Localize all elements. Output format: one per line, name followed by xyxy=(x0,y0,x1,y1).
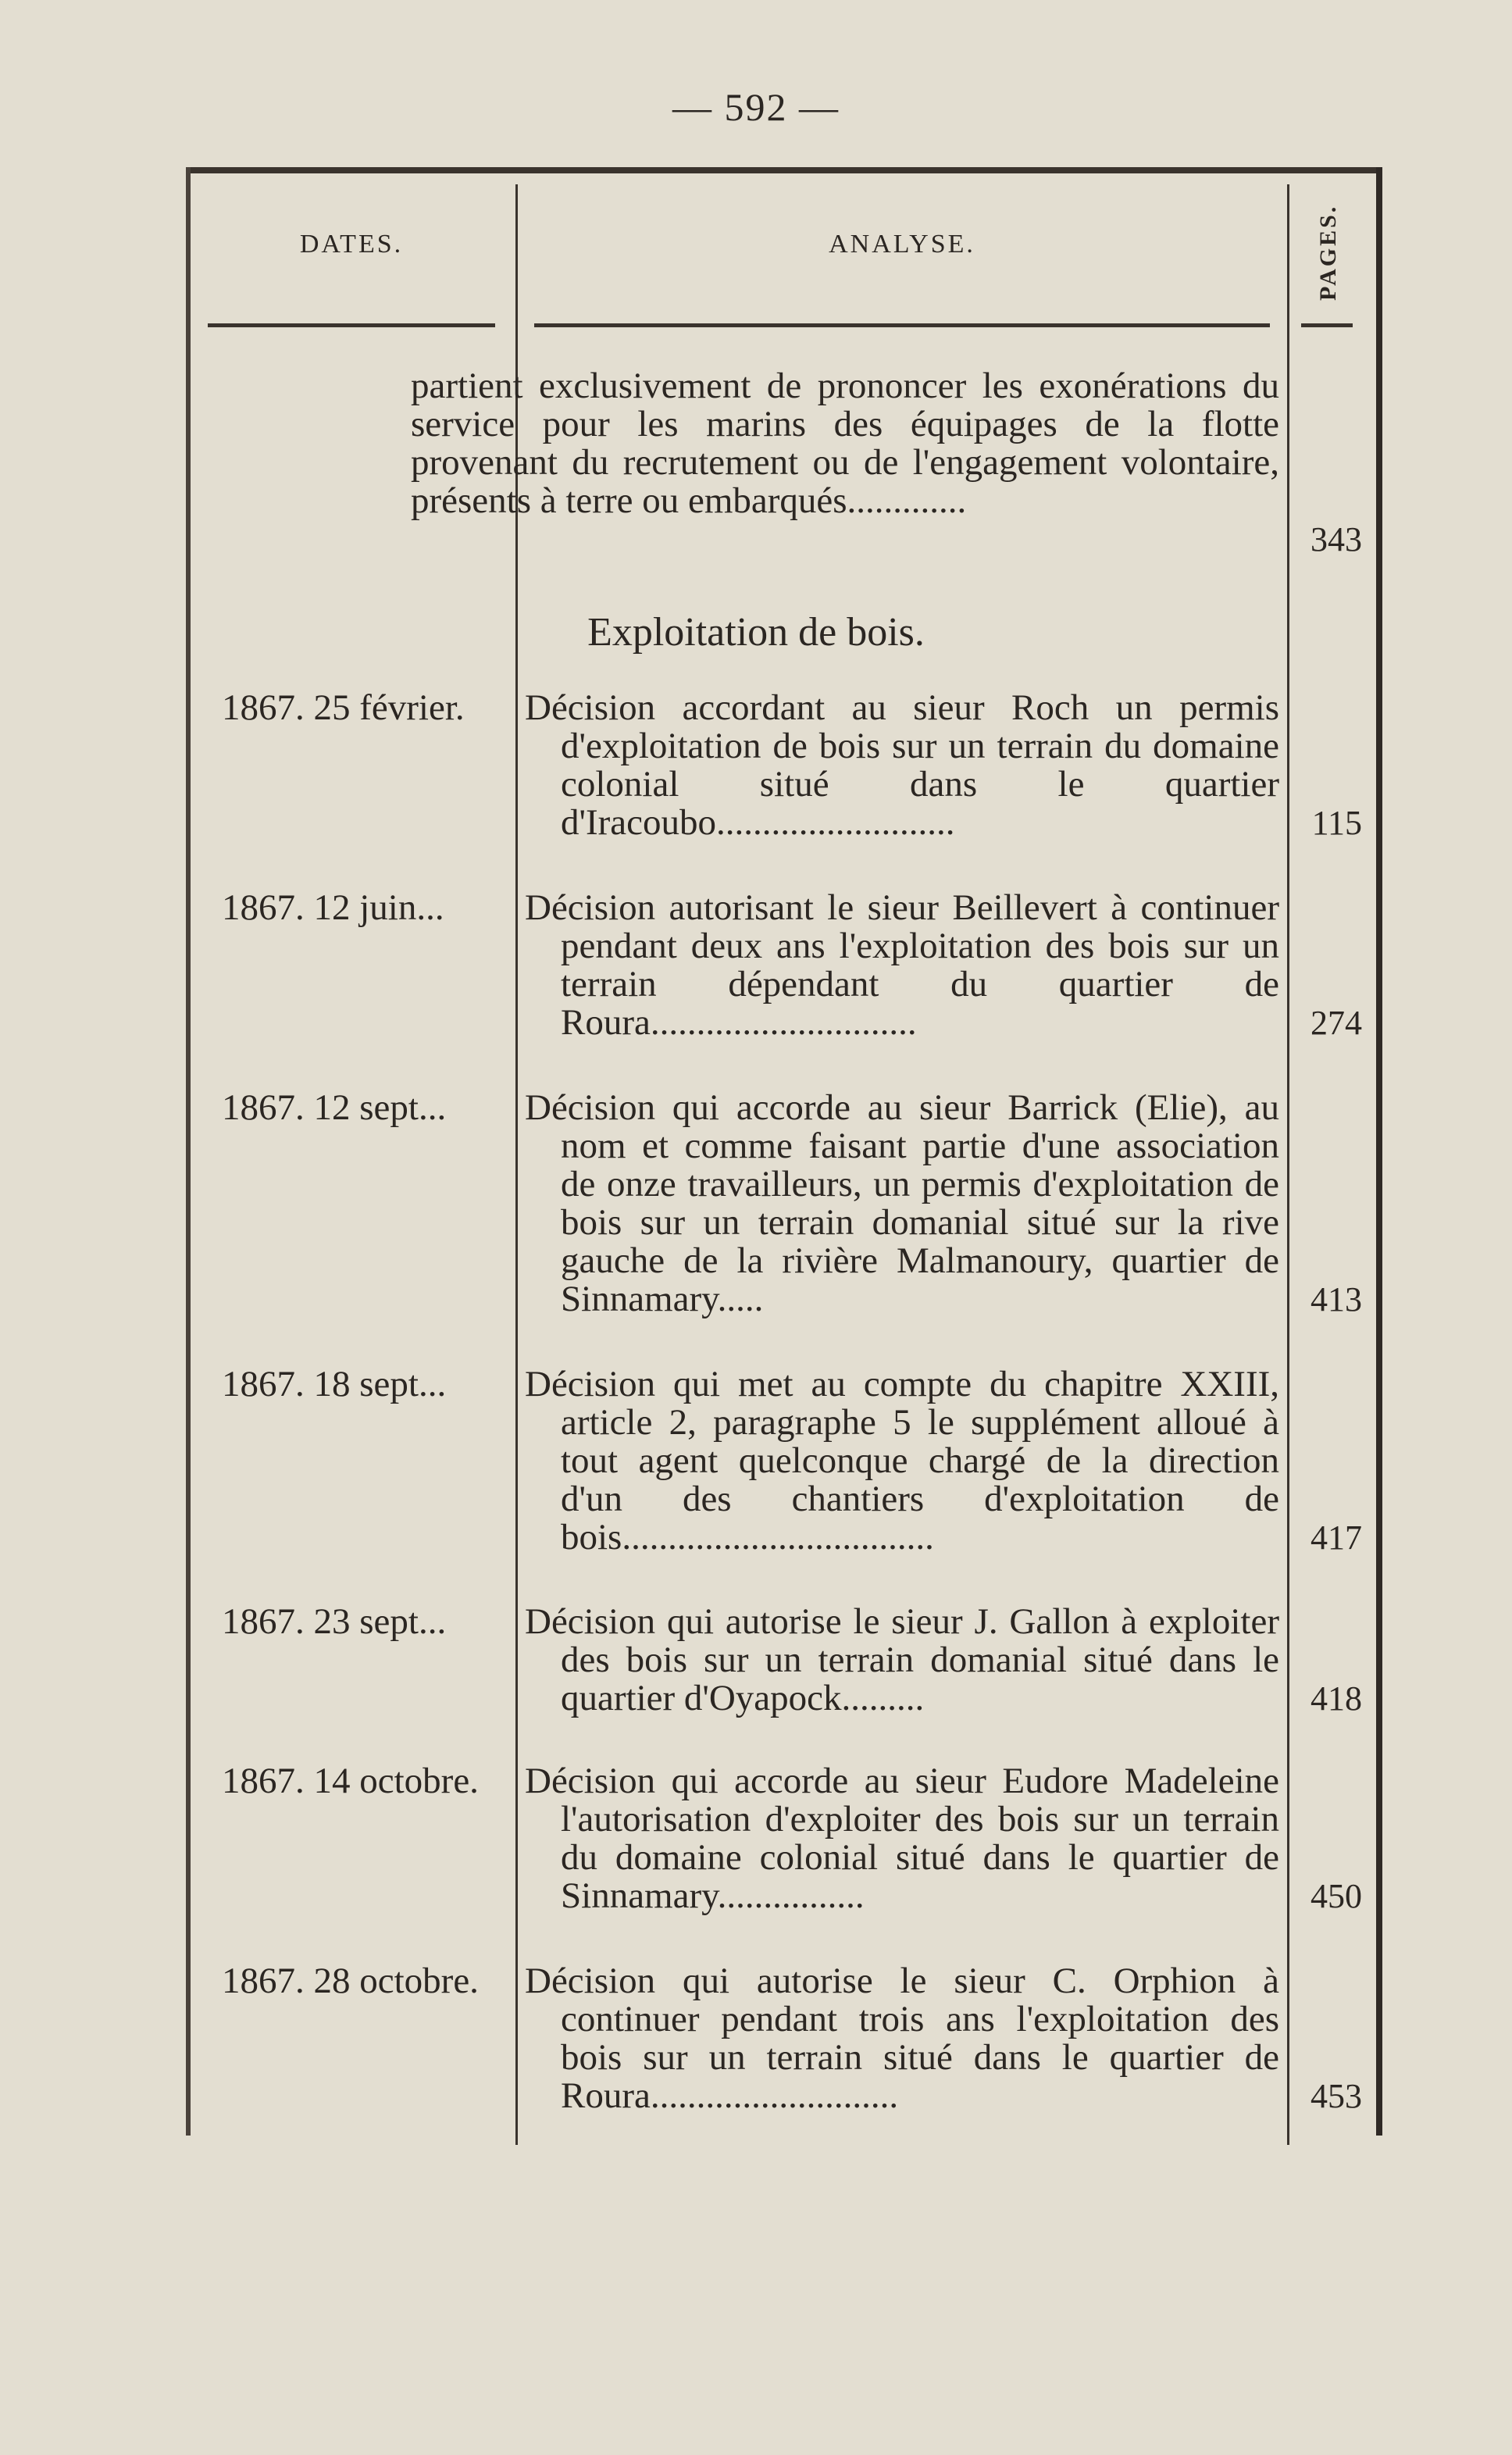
page-number: — 592 — xyxy=(672,85,840,129)
section-title: Exploitation de bois. xyxy=(587,610,925,655)
entry-date: 1867. 28 octobre. xyxy=(222,1961,479,2001)
right-rule xyxy=(1376,167,1382,2136)
header-pages: PAGES. xyxy=(1315,204,1341,301)
header-rule-analyse xyxy=(534,323,1270,327)
entry-text: Décision autorisant le sieur Beillevert à continuer pendant deux ans l'exploitation des bois sur un terrain dépendant du quartier de Roura............................. xyxy=(525,887,1279,1043)
entry-text: Décision qui autorise le sieur C. Orphion à continuer pendant trois ans l'exploitation des bois sur un terrain situé dans le quartier de Roura........................... xyxy=(525,1961,1279,2116)
entry-date: 1867. 12 juin... xyxy=(222,887,444,928)
entry-date: 1867. 12 sept... xyxy=(222,1087,447,1128)
top-rule xyxy=(186,167,1382,173)
entry-date: 1867. 25 février. xyxy=(222,687,465,728)
entry-text: Décision qui accorde au sieur Barrick (Elie), au nom et comme faisant partie d'une association de onze travailleurs, un permis d'exploitation de bois sur un terrain domanial situé sur la rive gauche de la rivière Malmanoury, quartier de Sinnamary..... xyxy=(525,1087,1279,1319)
header-rule-dates xyxy=(208,323,495,327)
entry-page: 115 xyxy=(1311,804,1362,842)
entry-page: 453 xyxy=(1311,2077,1362,2115)
entry-page: 413 xyxy=(1311,1280,1362,1318)
entry-date: 1867. 14 octobre. xyxy=(222,1761,479,1801)
entry-page: 450 xyxy=(1311,1877,1362,1915)
entry-page: 418 xyxy=(1311,1679,1362,1718)
continuation-page: 343 xyxy=(1311,520,1362,558)
header-rule-pages xyxy=(1301,323,1353,327)
entry-page: 417 xyxy=(1311,1518,1362,1557)
entry-date: 1867. 18 sept... xyxy=(222,1364,447,1404)
left-rule xyxy=(186,167,191,2136)
entry-text: Décision qui met au compte du chapitre XXIII, article 2, paragraphe 5 le supplément alloué à tout agent quelconque chargé de la direction d'un des chantiers d'exploitation de bois.................................. xyxy=(525,1364,1279,1558)
header-analyse: ANALYSE. xyxy=(829,230,975,259)
entry-text: Décision qui autorise le sieur J. Gallon à exploiter des bois sur un terrain domanial situé dans le quartier d'Oyapock......... xyxy=(525,1601,1279,1718)
entry-date: 1867. 23 sept... xyxy=(222,1601,447,1642)
continuation-text: partient exclusivement de prononcer les exonérations du service pour les marins des équipages de la flotte provenant du recrutement ou de l'engagement volontaire, présents à terre ou embarqués............. xyxy=(411,366,1279,521)
entry-text: Décision accordant au sieur Roch un permis d'exploitation de bois sur un terrain du domaine colonial situé dans le quartier d'Iracoubo.......................... xyxy=(525,687,1279,843)
column-separator-pages xyxy=(1287,184,1289,2145)
entry-text: Décision qui accorde au sieur Eudore Madeleine l'autorisation d'exploiter des bois sur un terrain du domaine colonial situé dans le quartier de Sinnamary................ xyxy=(525,1761,1279,1916)
header-dates: DATES. xyxy=(299,230,404,259)
entry-page: 274 xyxy=(1311,1004,1362,1042)
